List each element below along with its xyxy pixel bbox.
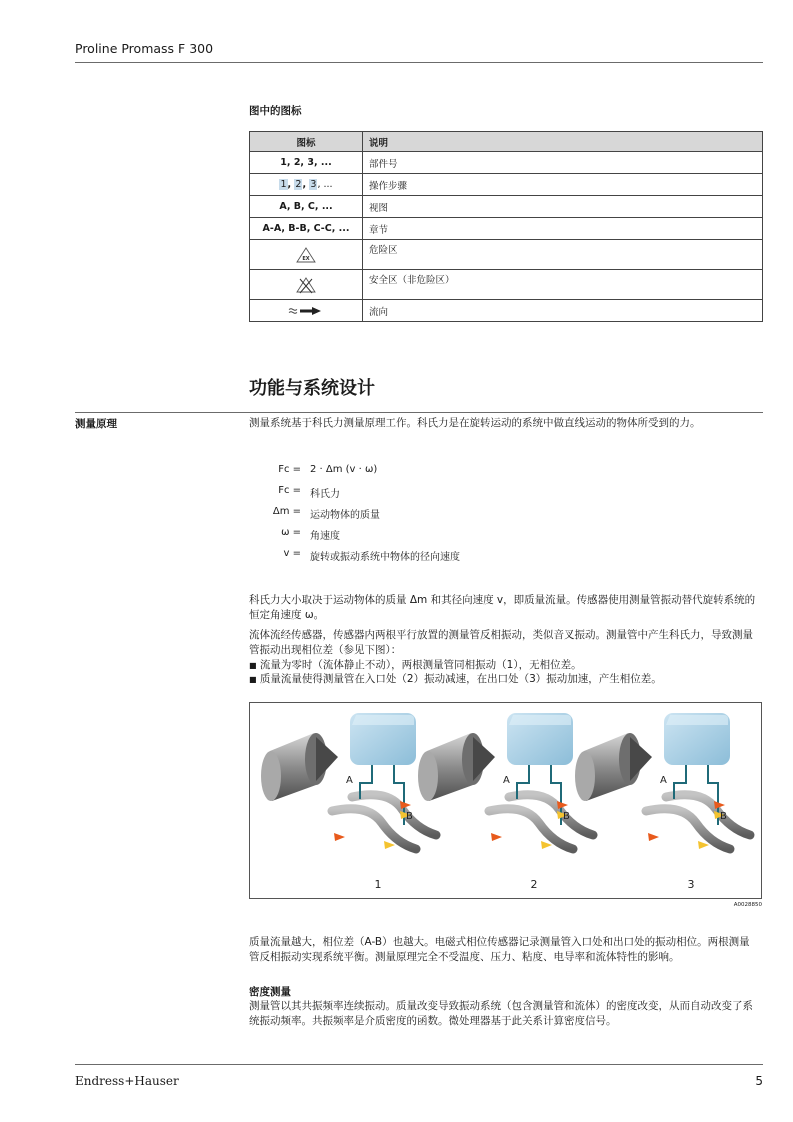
description-cell: 章节 bbox=[363, 218, 763, 240]
equation-rhs: 2 · Δm (v · ω) bbox=[310, 464, 378, 475]
section-side-heading: 测量原理 bbox=[75, 418, 117, 430]
table-header-row bbox=[250, 132, 763, 152]
description-cell: 危险区 bbox=[363, 240, 763, 270]
equation-rhs: 科氏力 bbox=[310, 489, 340, 500]
hazardous-area-icon-text: EX bbox=[302, 255, 310, 262]
safe-area-icon bbox=[296, 276, 316, 294]
figure-label-2: 2 bbox=[530, 878, 538, 891]
table-row bbox=[250, 174, 763, 196]
legend-heading: 图中的图标 bbox=[249, 105, 302, 117]
equation-lhs: v = bbox=[283, 548, 301, 559]
equation-row bbox=[0, 506, 793, 520]
equation-rhs: 运动物体的质量 bbox=[310, 510, 380, 521]
bullet-marker: ■ bbox=[249, 675, 257, 684]
figure-label-3: 3 bbox=[687, 878, 695, 891]
equation-row bbox=[0, 464, 793, 478]
symbol-cell: 1, 2, 3, ... bbox=[250, 152, 363, 174]
equation-row bbox=[0, 527, 793, 541]
bullet-list bbox=[249, 658, 765, 686]
table-row bbox=[250, 270, 763, 300]
phase-difference-paragraph: 质量流量越大，相位差（A-B）也越大。电磁式相位传感器记录测量管入口处和出口处的振动相位。两根测量管反相振动实现系统平衡。测量原理完全不受温度、压力、粘度、电导率和流体特性的影响。 bbox=[249, 936, 750, 963]
point-b-label: B bbox=[406, 811, 413, 822]
figure-illustration bbox=[250, 703, 761, 898]
description-cell: 安全区（非危险区） bbox=[363, 270, 763, 300]
step-number-badge: 2 bbox=[295, 179, 302, 190]
intro-paragraph: 测量系统基于科氏力测量原理工作。科氏力是在旋转运动的系统中做直线运动的物体所受到的力。 bbox=[249, 417, 701, 429]
document-header-title: Proline Promass F 300 bbox=[75, 41, 214, 56]
description-cell: 视图 bbox=[363, 196, 763, 218]
equation-lhs: Δm = bbox=[272, 506, 301, 517]
step-number-badge: 1 bbox=[280, 179, 287, 190]
step-number-badge: 3 bbox=[310, 179, 317, 190]
symbol-cell: A, B, C, ... bbox=[250, 196, 363, 218]
point-a-label: A bbox=[346, 775, 353, 786]
equation-lhs: Fc = bbox=[278, 485, 301, 496]
point-a-label: A bbox=[503, 775, 510, 786]
list-item bbox=[249, 672, 765, 686]
symbols-table bbox=[249, 131, 763, 322]
figure-label-1: 1 bbox=[374, 878, 382, 891]
table-row bbox=[250, 300, 763, 322]
bullet-text: 质量流量使得测量管在入口处（2）振动减速，在出口处（3）振动加速，产生相位差。 bbox=[259, 673, 662, 685]
equation-rhs: 旋转或振动系统中物体的径向速度 bbox=[310, 552, 460, 563]
figure-code: A0028850 bbox=[733, 902, 762, 908]
flow-direction-icon bbox=[288, 306, 324, 316]
page-number: 5 bbox=[755, 1074, 763, 1088]
table-row bbox=[250, 152, 763, 174]
symbol-cell: A-A, B-B, C-C, ... bbox=[250, 218, 363, 240]
equation-row bbox=[0, 548, 793, 562]
equation-row bbox=[0, 485, 793, 499]
hazardous-area-icon bbox=[296, 247, 316, 263]
description-cell: 部件号 bbox=[363, 152, 763, 174]
column-header-icon: 图标 bbox=[250, 132, 363, 152]
description-cell: 操作步骤 bbox=[363, 174, 763, 196]
point-a-label: A bbox=[660, 775, 667, 786]
table-row bbox=[250, 218, 763, 240]
symbol-cell bbox=[250, 270, 363, 300]
column-header-description: 说明 bbox=[363, 132, 763, 152]
footer-rule bbox=[75, 1064, 763, 1065]
mass-flow-paragraph: 科氏力大小取决于运动物体的质量 Δm 和其径向速度 v，即质量流量。传感器使用测量管振动替代旋转系统的恒定角速度 ω。 bbox=[249, 594, 756, 621]
bullet-text: 流量为零时（流体静止不动），两根测量管同相振动（1），无相位差。 bbox=[259, 659, 582, 671]
symbol-cell: 1, 2, 3, ... bbox=[250, 174, 363, 196]
table-row bbox=[250, 240, 763, 270]
chapter-rule bbox=[75, 412, 763, 413]
density-paragraph: 测量管以其共振频率连续振动。质量改变导致振动系统（包含测量管和流体）的密度改变，从而自动改变了系统振动频率。共振频率是介质密度的函数。微处理器基于此关系计算密度信号。 bbox=[249, 1000, 753, 1027]
point-b-label: B bbox=[720, 811, 727, 822]
coriolis-principle-figure bbox=[249, 702, 762, 899]
table-row bbox=[250, 196, 763, 218]
equation-lhs: Fc = bbox=[278, 464, 301, 475]
equation-lhs: ω = bbox=[281, 527, 301, 538]
chapter-title: 功能与系统设计 bbox=[249, 378, 375, 399]
symbol-cell bbox=[250, 240, 363, 270]
description-cell: 流向 bbox=[363, 300, 763, 322]
list-item bbox=[249, 658, 765, 672]
flow-paragraph: 流体流经传感器，传感器内两根平行放置的测量管反相振动，类似音叉振动。测量管中产生科氏力，导致测量管振动出现相位差（参见下图）： bbox=[249, 629, 753, 656]
symbol-cell bbox=[250, 300, 363, 322]
equation-rhs: 角速度 bbox=[310, 531, 340, 542]
header-rule bbox=[75, 62, 763, 63]
bullet-marker: ■ bbox=[249, 661, 257, 670]
point-b-label: B bbox=[563, 811, 570, 822]
step-suffix: , ... bbox=[317, 179, 333, 190]
density-heading: 密度测量 bbox=[249, 986, 291, 998]
footer-brand: Endress+Hauser bbox=[75, 1074, 179, 1088]
